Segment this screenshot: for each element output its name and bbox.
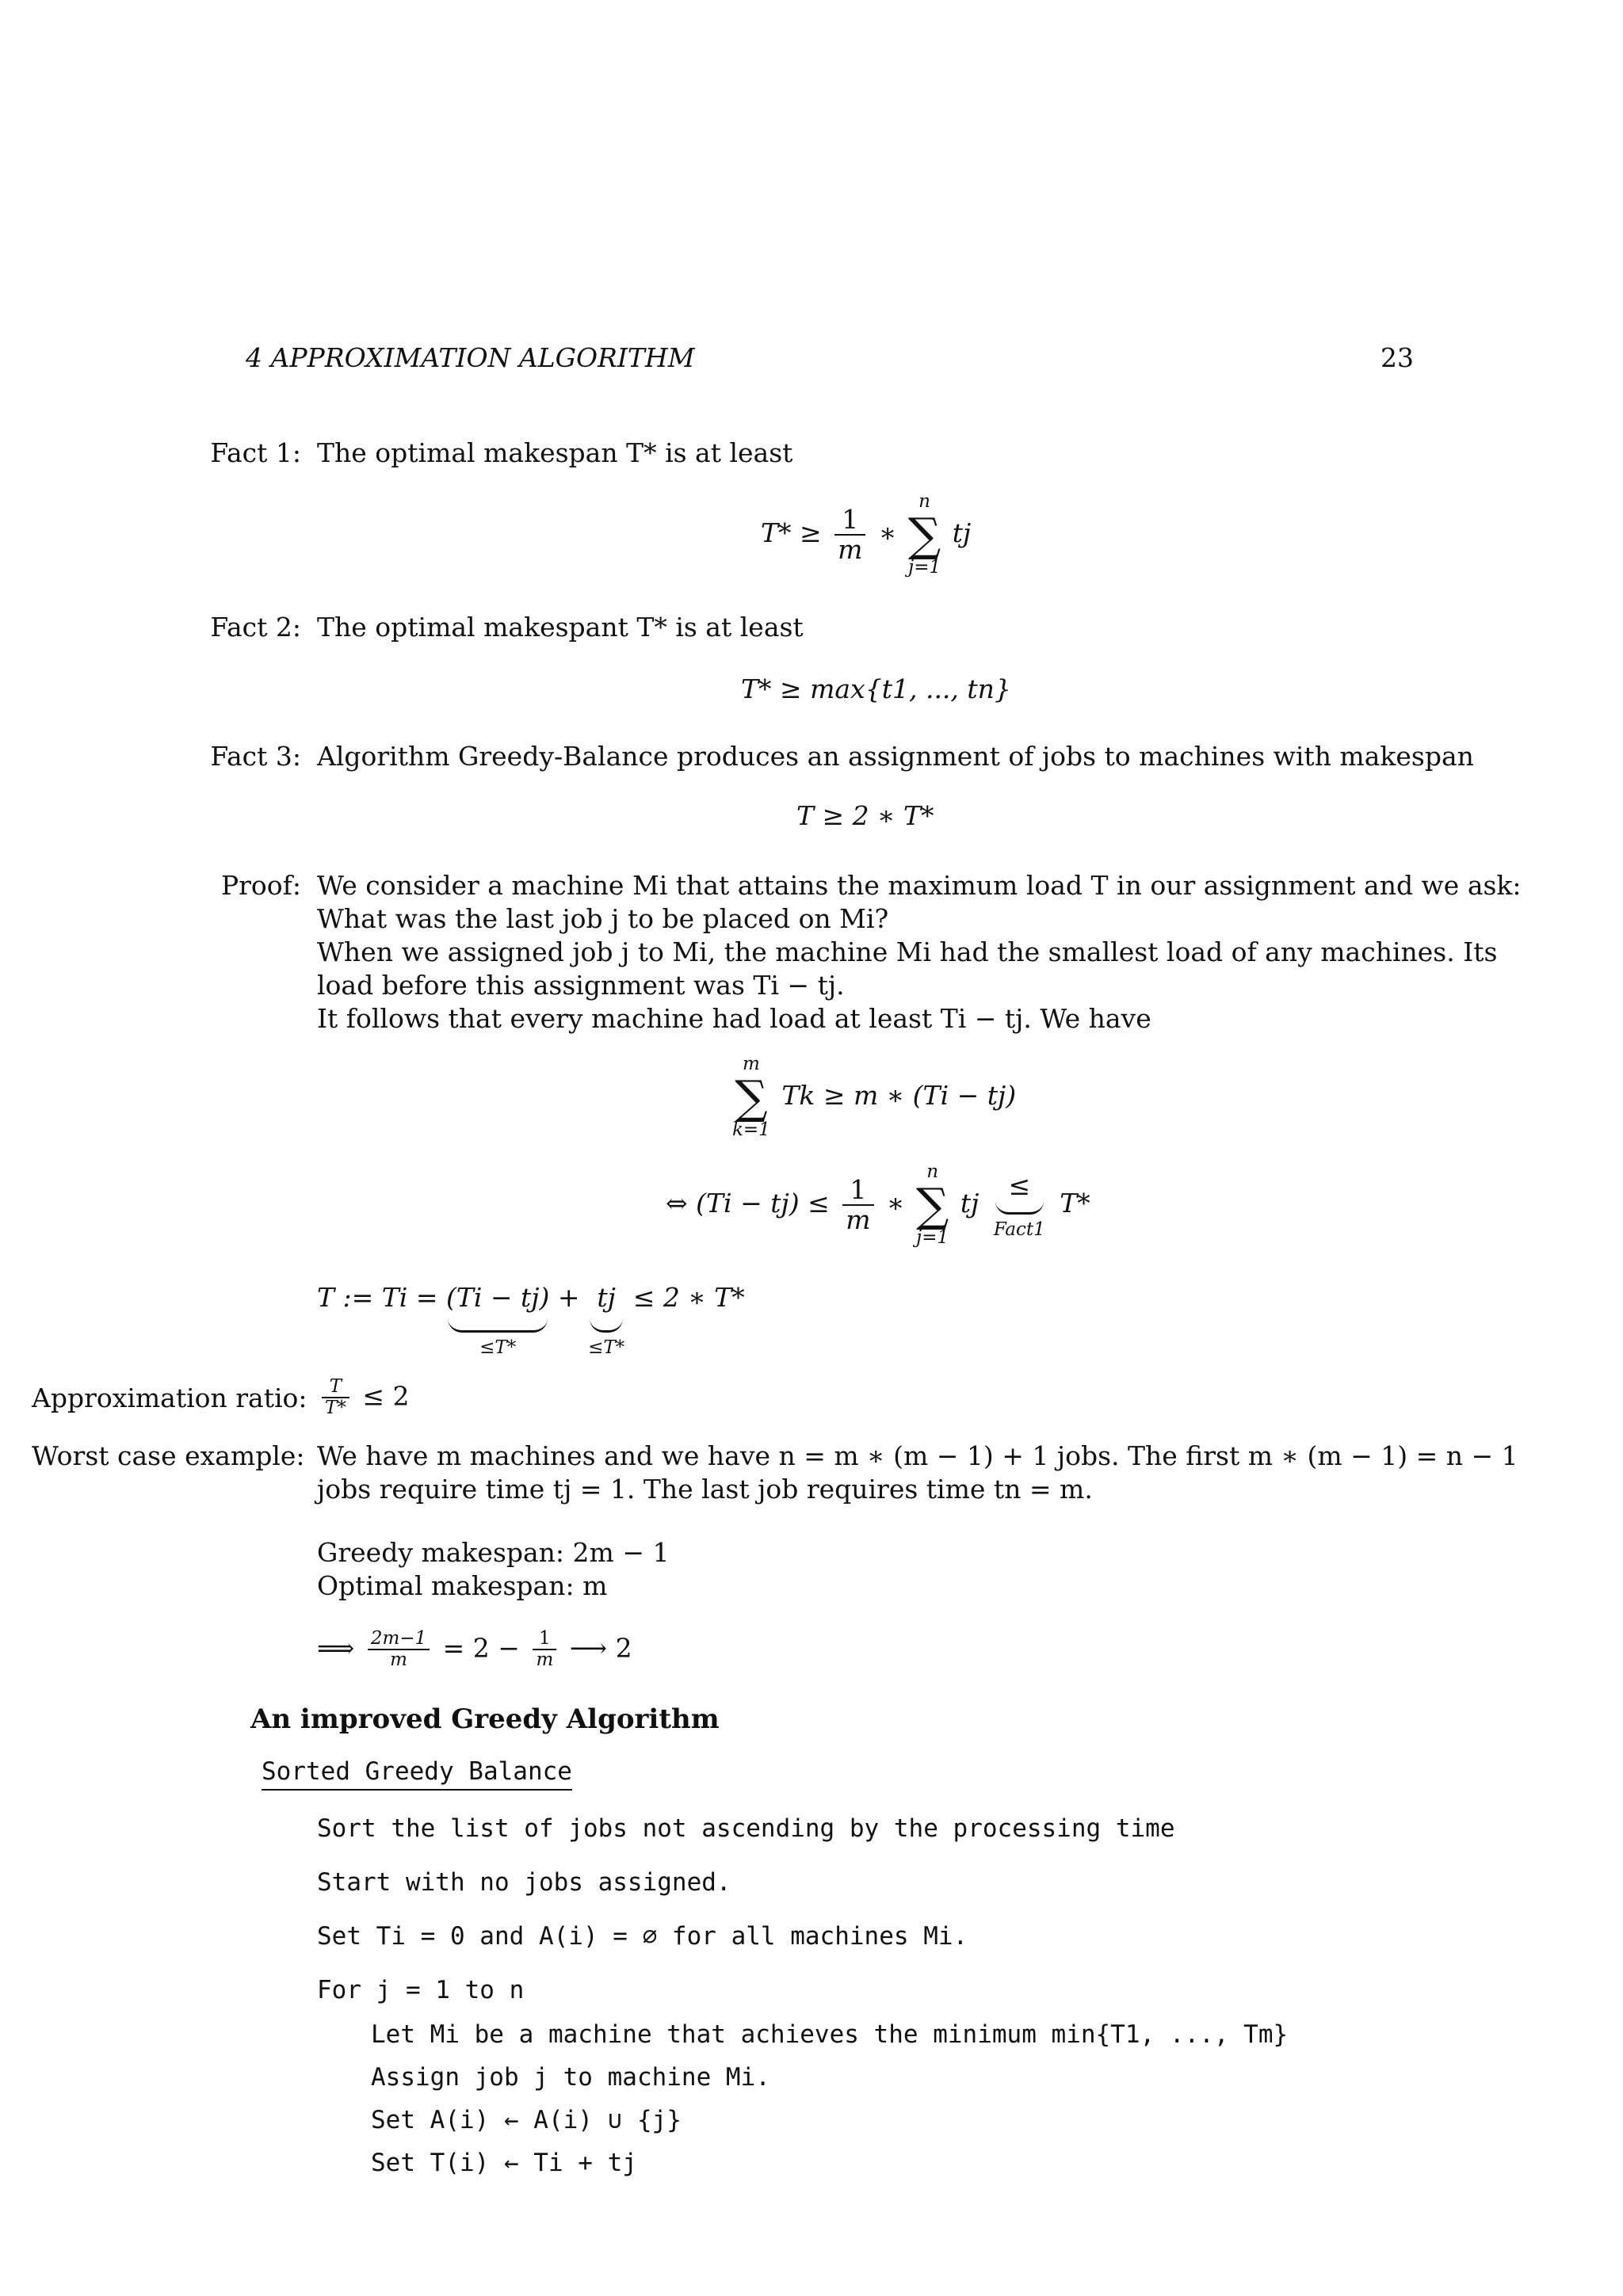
fact1-formula-lhs: T* ≥ [761, 517, 822, 549]
proof-equation-1 [729, 1054, 1016, 1141]
eq2-underbrace: ≤ Fact1 [993, 1170, 1045, 1241]
fact3-text: Algorithm Greedy-Balance produces an assignment of jobs to machines with makespan [317, 741, 1474, 772]
proof-line-3: When we assigned job j to Mi, the machine Mi had the smallest load of any machines. Its [317, 936, 1498, 967]
limit-end: ⟶ 2 [569, 1632, 632, 1664]
worst-case-limit [317, 1629, 632, 1671]
fact1-star: ∗ [878, 517, 897, 549]
eq2-fraction: $\frac{1}{m}$ [842, 1176, 873, 1235]
eq2-term: tj [960, 1188, 980, 1219]
alg-step-3: Set Ti = 0 and A(i) = ∅ for all machines Mi. [317, 1922, 968, 1951]
sigma-symbol: ∑ [907, 507, 941, 562]
worst-case-line-1: We have m machines and we have n = m ∗ (m − 1) + 1 jobs. The first m ∗ (m − 1) = n − 1 [317, 1440, 1518, 1471]
worst-case-label: Worst case example: [32, 1440, 305, 1471]
eq3-underbrace-1: (Ti − tj) ≤T* [445, 1282, 550, 1358]
implies-arrow: ⟹ [317, 1632, 355, 1664]
limit-mid: = 2 − [442, 1632, 520, 1664]
alg-loop-step-4: Set T(i) ← Ti + tj [371, 2149, 637, 2177]
fact1-fraction: $\frac{1}{m}$ [834, 505, 865, 565]
proof-equation-2 [666, 1161, 1090, 1249]
proof-line-2: What was the last job j to be placed on Mi? [317, 903, 889, 934]
sigma-symbol: ∑ [915, 1177, 949, 1232]
fact2-formula: T* ≥ max{t1, ..., tn} [741, 673, 1011, 704]
proof-label: Proof: [220, 870, 301, 901]
optimal-makespan: Optimal makespan: m [317, 1570, 608, 1601]
eq1-rest: Tk ≥ m ∗ (Ti − tj) [781, 1080, 1017, 1112]
alg-step-4: For j = 1 to n [317, 1976, 525, 2004]
eq2-rhs: T* [1060, 1188, 1090, 1219]
proof-line-1: We consider a machine Mi that attains the maximum load T in our assignment and we ask: [317, 870, 1522, 901]
improved-algorithm-heading: An improved Greedy Algorithm [250, 1703, 720, 1735]
proof-line-5: It follows that every machine had load at least Ti − tj. We have [317, 1003, 1151, 1034]
fact2-label: Fact 2: [210, 612, 301, 643]
proof-line-4: load before this assignment was Ti − tj. [317, 970, 845, 1001]
eq3-lhs: T := Ti = [317, 1282, 438, 1313]
alg-loop-step-2: Assign job j to machine Mi. [371, 2063, 770, 2092]
approx-ratio-formula [317, 1377, 409, 1419]
eq1-summation: m ∑ k=1 [732, 1054, 770, 1140]
alg-loop-step-3: Set A(i) ← A(i) ∪ {j} [371, 2106, 682, 2134]
approx-ratio-fraction: $\frac{T}{T*}$ [322, 1377, 349, 1419]
eq2-star: ∗ [887, 1188, 905, 1219]
alg-step-2: Start with no jobs assigned. [317, 1868, 731, 1897]
running-header: 4 APPROXIMATION ALGORITHM [246, 342, 695, 373]
limit-fraction-2: $\frac{1}{m}$ [533, 1629, 556, 1671]
alg-step-1: Sort the list of jobs not ascending by the processing time [317, 1814, 1175, 1843]
worst-case-line-2: jobs require time tj = 1. The last job requires time tn = m. [317, 1474, 1093, 1505]
greedy-makespan: Greedy makespan: 2m − 1 [317, 1537, 670, 1568]
fact1-label: Fact 1: [210, 437, 301, 468]
fact3-formula: T ≥ 2 ∗ T* [796, 800, 934, 831]
approx-ratio-label: Approximation ratio: [32, 1383, 307, 1413]
proof-equation-3 [317, 1282, 745, 1358]
algorithm-title: Sorted Greedy Balance [262, 1757, 572, 1791]
eq3-plus: + [557, 1282, 580, 1313]
eq2-lhs: ⇔ (Ti − tj) ≤ [666, 1188, 830, 1219]
fact1-sum-term: tj [952, 517, 972, 549]
fact2-text: The optimal makespant T* is at least [317, 612, 804, 643]
alg-loop-step-1: Let Mi be a machine that achieves the minimum min{T1, ..., Tm} [371, 2020, 1289, 2049]
approx-ratio-rest: ≤ 2 [362, 1380, 410, 1412]
eq3-rhs: ≤ 2 ∗ T* [632, 1282, 745, 1313]
eq3-underbrace-2: tj ≤T* [588, 1282, 625, 1358]
eq2-summation: n ∑ j=1 [915, 1161, 949, 1248]
page-number: 23 [1381, 342, 1414, 373]
fact1-summation: n ∑ j=1 [907, 491, 941, 578]
fact3-label: Fact 3: [210, 741, 301, 772]
limit-fraction-1: $\frac{2m-1}{m}$ [368, 1629, 430, 1671]
fact1-text: The optimal makespan T* is at least [317, 437, 793, 468]
fact1-formula [761, 491, 971, 578]
sigma-symbol: ∑ [735, 1070, 768, 1124]
